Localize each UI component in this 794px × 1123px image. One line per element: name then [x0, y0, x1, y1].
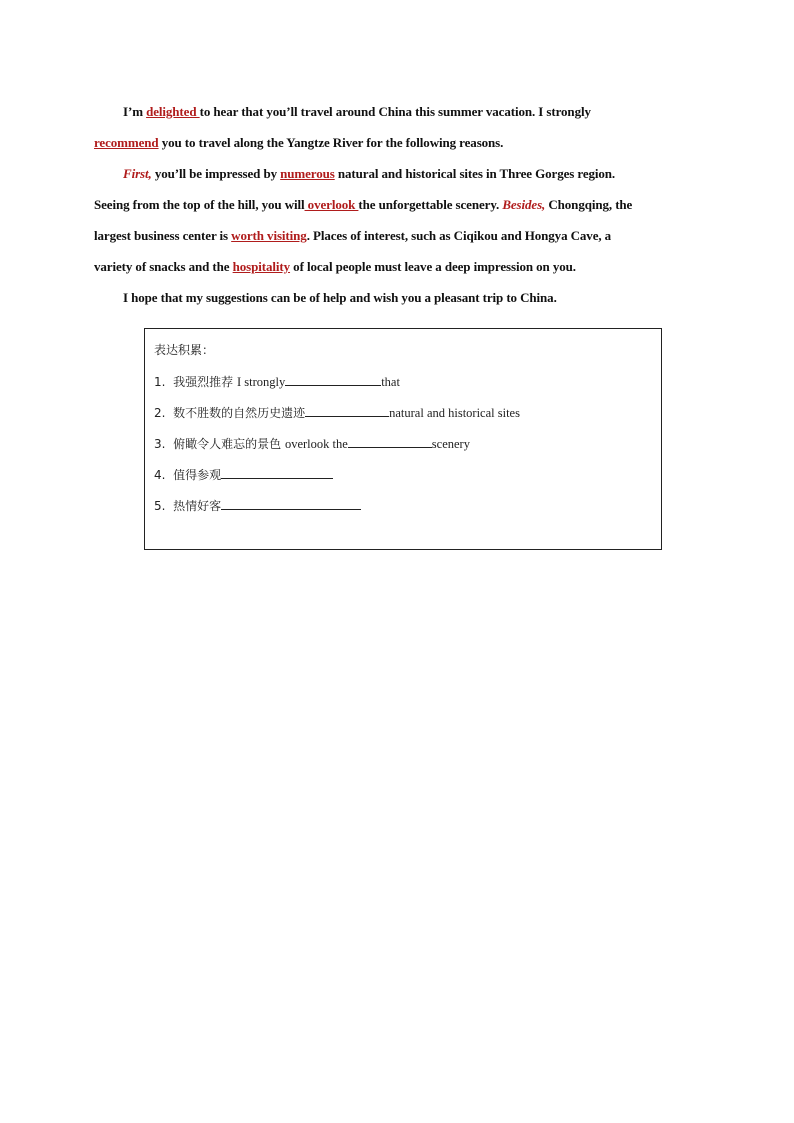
- text: Chongqing, the: [545, 197, 633, 212]
- paragraph-3: I hope that my suggestions can be of help and wish you a pleasant trip to China.: [123, 290, 557, 305]
- expression-item-1: [154, 373, 400, 390]
- answer-blank-4[interactable]: [221, 467, 333, 479]
- keyword-numerous: numerous: [280, 166, 335, 181]
- text: . Places of interest, such as Ciqikou and Hongya Cave, a: [306, 228, 612, 243]
- keyword-worth-visiting: worth visiting: [231, 228, 307, 243]
- item-chinese: 数不胜数的自然历史遗迹: [173, 406, 306, 420]
- keyword-overlook: overlook: [304, 197, 359, 212]
- text: natural and historical sites in Three Gorges region.: [334, 166, 616, 181]
- keyword-first: First,: [123, 166, 152, 181]
- item-suffix: scenery: [431, 437, 470, 451]
- answer-blank-1[interactable]: [285, 374, 381, 386]
- answer-blank-2[interactable]: [305, 405, 389, 417]
- text: you to travel along the Yangtze River for the following reasons.: [158, 135, 504, 150]
- item-number: 3.: [154, 437, 166, 451]
- essay: [94, 96, 694, 313]
- item-number: 2.: [154, 406, 166, 420]
- item-prefix: I strongly: [236, 375, 286, 389]
- expression-item-2: [154, 404, 520, 421]
- paragraph-1-line-1: [94, 96, 694, 127]
- item-suffix: natural and historical sites: [389, 406, 520, 420]
- keyword-besides: Besides,: [502, 197, 546, 212]
- text: of local people must leave a deep impression on you.: [290, 259, 576, 274]
- item-number: 5.: [154, 499, 166, 513]
- text: Seeing from the top of the hill, you will: [94, 197, 305, 212]
- item-chinese: 俯瞰令人难忘的景色: [173, 437, 282, 451]
- text: largest business center is: [94, 228, 232, 243]
- answer-blank-3[interactable]: [348, 436, 432, 448]
- item-number: 4.: [154, 468, 166, 482]
- paragraph-2-line-1: [94, 158, 694, 189]
- expression-item-5: [154, 497, 361, 514]
- expression-item-3: [154, 435, 470, 452]
- keyword-delighted: delighted: [146, 104, 200, 119]
- answer-blank-5[interactable]: [221, 498, 361, 510]
- paragraph-2-line-3: [94, 220, 694, 251]
- paragraph-1-line-2: [94, 127, 694, 158]
- text: to hear that you’ll travel around China this summer vacation. I strongly: [199, 104, 591, 119]
- item-suffix: that: [381, 375, 400, 389]
- keyword-recommend: recommend: [94, 135, 159, 150]
- expression-box: [144, 328, 662, 550]
- box-title: 表达积累：: [154, 343, 215, 357]
- item-chinese: 值得参观: [173, 468, 222, 482]
- item-prefix: overlook the: [284, 437, 348, 451]
- text: variety of snacks and the: [94, 259, 233, 274]
- keyword-hospitality: hospitality: [232, 259, 291, 274]
- item-chinese: 我强烈推荐: [173, 375, 234, 389]
- paragraph-2-line-2: [94, 189, 694, 220]
- text: the unforgettable scenery.: [358, 197, 503, 212]
- item-chinese: 热情好客: [173, 499, 222, 513]
- paragraph-2-line-4: [94, 251, 694, 282]
- text: I’m: [123, 104, 147, 119]
- text: you’ll be impressed by: [151, 166, 281, 181]
- expression-item-4: [154, 466, 333, 483]
- item-number: 1.: [154, 375, 166, 389]
